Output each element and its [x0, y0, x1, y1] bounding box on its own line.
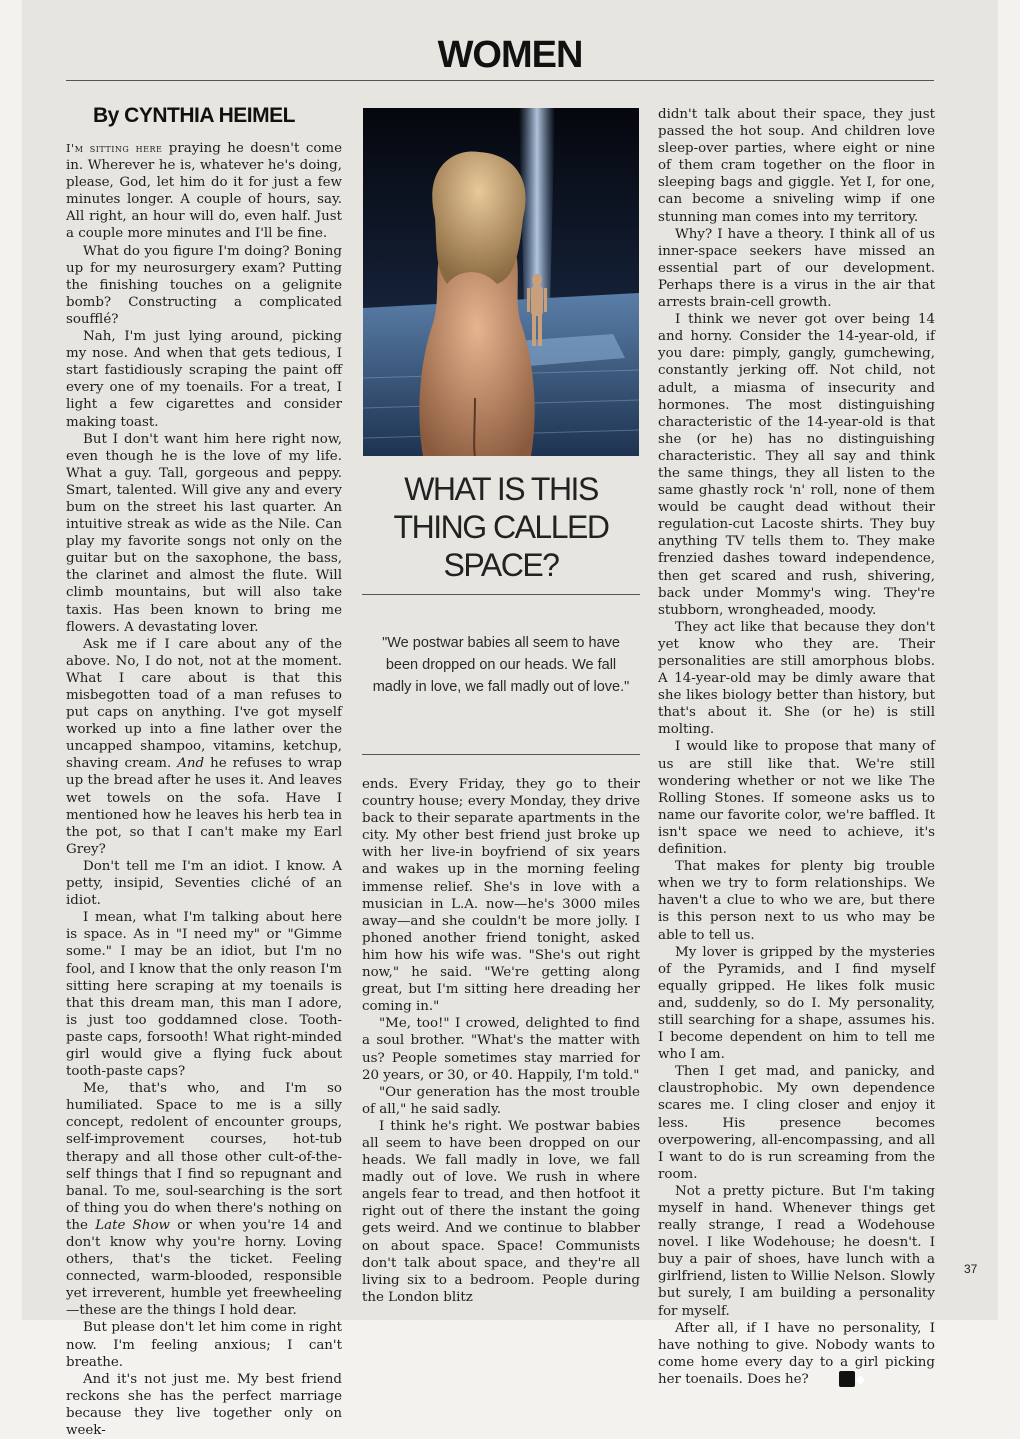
illustration-artwork	[363, 108, 639, 456]
header-rule	[66, 80, 934, 81]
pull-quote-rule-top	[362, 594, 640, 595]
paragraph	[658, 1320, 935, 1388]
paragraph: I mean, what I'm talking about here is space. As in "I need my" or "Gimme some." I may be an idiot, but I'm no fool, and I know that the only reason I'm sitting here scraping at my toenails is that this dream man, this man I adore, is just too goddamned close. Tooth-paste caps, forsooth! What right-minded girl would give a flying fuck about tooth-paste caps?	[66, 910, 342, 1080]
paragraph-text: After all, if I have no personality, I have nothing to give. Nobody wants to come home every day to a girl picking her toenails. Does he?	[658, 1320, 935, 1387]
paragraph: Nah, I'm just lying around, picking my nose. And when that gets tedious, I start fastidiously scraping the paint off every one of my toenails. For a treat, I light a few cigarettes and consider making toast.	[66, 329, 342, 430]
lead-in: I'm sitting here	[66, 141, 163, 155]
paragraph: Not a pretty picture. But I'm taking myself in hand. Whenever things get really strange, I read a Wodehouse novel. I like Wodehouse; he doesn't. I buy a pair of shoes, have lunch with a girlfriend, listen to Willie Nelson. Slowly but surely, I am building a personality for myself.	[658, 1183, 935, 1319]
paragraph: They act like that because they don't yet know who they are. Their personalities are still amorphous blobs. A 14-year-old may be dimly aware that she likes biology better than history, but that's about it. She (or he) is still molting.	[658, 619, 935, 738]
pull-quote-rule-bottom	[362, 754, 640, 755]
article-headline	[362, 470, 640, 584]
paragraph: Don't tell me I'm an idiot. I know. A petty, insipid, Seventies cliché of an idiot.	[66, 858, 342, 909]
headline-line: THING CALLED	[393, 509, 609, 545]
article-illustration	[363, 108, 639, 456]
paragraph: "Our generation has the most trouble of all," he said sadly.	[362, 1084, 640, 1117]
paragraph-text: Ask me if I care about any of the above. No, I do not, not at the moment. What I care about is that this misbegotten toad of a man refuses to put caps on anything. I've got myself worked up into a fine lather over the uncapped shampoo, vitamins, ketchup, shaving cream.	[66, 636, 342, 772]
paragraph	[66, 1080, 342, 1319]
headline-line: WHAT IS THIS	[404, 471, 598, 507]
paragraph: But I don't want him here right now, even though he is the love of my life. What a guy. Tall, gorgeous and peppy. Smart, talented. Will give any and every bum on the street his last quarter. An intuitive streak as wide as the Nile. Can play my favorite songs not only on the guitar but on the saxophone, the bass, the clarinet and almost the flute. Will climb mountains, but will also take taxis. Has been known to bring me flowers. A devastating lover.	[66, 431, 342, 635]
byline: By CYNTHIA HEIMEL	[93, 104, 295, 127]
italic-text: Late Show	[95, 1217, 171, 1233]
paragraph: And it's not just me. My best friend reckons she has the perfect marriage because they live together only on week-	[66, 1371, 342, 1439]
paragraph-text: he refuses to wrap up the bread after he uses it. And leaves wet towels on the sofa. Have I mentioned how he leaves his herb tea in the pot, so that I can't make my Earl Grey?	[66, 756, 342, 857]
section-title: WOMEN	[437, 34, 583, 76]
paragraph: But please don't let him come in right now. I'm feeling anxious; I can't breathe.	[66, 1320, 342, 1370]
paragraph: Then I get mad, and panicky, and claustrophobic. My own dependence scares me. I cling closer and enjoy it less. His presence becomes overpowering, all-encompassing, and all I want to do is run screaming from the room.	[658, 1064, 935, 1182]
paragraph: My lover is gripped by the mysteries of the Pyramids, and I find myself equally gripped. He likes folk music and, suddenly, so do I. My personality, still searching for a shape, assumes his. I become dependent on him to tell me who I am.	[658, 944, 935, 1063]
paragraph-text: praying he doesn't come in. Wherever he is, whatever he's doing, please, God, let him do it for just a few minutes longer. A couple of hours, say. All right, an hour will do, even half. Just a couple more minutes and I'll be fine.	[66, 141, 342, 242]
italic-text: And	[177, 756, 205, 772]
paragraph: What do you figure I'm doing? Boning up for my neurosurgery exam? Putting the finishing touches on a gelignite bomb? Constructing a complicated soufflé?	[66, 243, 342, 327]
paragraph	[66, 140, 342, 243]
playboy-bunny-icon: ◆	[839, 1371, 855, 1387]
paragraph: That makes for plenty big trouble when we try to form relationships. We haven't a clue to who we are, but there is this person next to us who may be able to tell us.	[658, 859, 935, 943]
headline-line: SPACE?	[443, 547, 559, 583]
paragraph: ends. Every Friday, they go to their country house; every Monday, they drive back to their separate apartments in the city. My other best friend just broke up with her live-in boyfriend of six years and wakes up in the morning feeling immense relief. She's in love with a musician in L.A. now—he's 3000 miles away—and she couldn't be more jolly. I phoned another friend tonight, asked him how his wife was. "She's out right now," he said. "We're getting along great, but I'm sitting here dreading her coming in."	[362, 777, 640, 1015]
paragraph	[66, 636, 342, 858]
paragraph: I think we never got over being 14 and horny. Consider the 14-year-old, if you dare: pimply, gangly, gumchewing, constantly jerking off. Not child, not adult, a miasma of insecurity and hormones. The most distinguishing characteristic of the 14-year-old is that she (or he) has no distinguishing characteristic. They all say and think the same things, they all listen to the same ghastly rock 'n' roll, none of them would be caught dead without their regulation-cut Lacoste shirts. They buy anything TV tells them to. They make frenzied dashes toward independence, then get scared and rush, shivering, back under Mommy's wing. They're stubborn, wrongheaded, moody.	[658, 312, 935, 618]
paragraph: didn't talk about their space, they just passed the hot soup. And children love sleep-over parties, where eight or nine of them cram together on the floor in sleeping bags and giggle. Yet I, for one, can become a sniveling wimp if one stunning man comes into my territory.	[658, 107, 935, 225]
article-column-1	[66, 140, 342, 1439]
paragraph: I think he's right. We postwar babies all seem to have been dropped on our heads. We fall madly in love, we fall madly out of love. We rush in where angels fear to tread, and then hotfoot it right out of there the instant the going gets weird. And we continue to blabber on about space. Space! Communists don't talk about space, and they're all living six to a bedroom. People during the London blitz	[362, 1118, 640, 1305]
paragraph-text: or when you're 14 and don't know why you're horny. Loving others, that's the ticket. Feeling connected, warm-blooded, responsible yet irreverent, humble yet freewheeling—these are the things I hold dear.	[66, 1217, 343, 1319]
page-number: 37	[964, 1262, 978, 1276]
paragraph: I would like to propose that many of us are still like that. We're still wondering whether or not we like The Rolling Stones. If someone asks us to name our favorite color, we're baffled. It isn't space we need to achieve, it's definition.	[658, 739, 935, 858]
article-column-2	[362, 776, 640, 1306]
paragraph-text: Me, that's who, and I'm so humiliated. Space to me is a silly concept, redolent of encounter groups, self-improvement courses, hot-tub therapy and all those other cult-of-the-self things that I find so repugnant and banal. To me, soul-searching is the sort of thing you do when there's nothing on the	[66, 1081, 342, 1233]
paragraph: Why? I have a theory. I think all of us inner-space seekers have missed an essential part of our development. Perhaps there is a virus in the air that arrests brain-cell growth.	[658, 226, 935, 311]
paragraph: "Me, too!" I crowed, delighted to find a soul brother. "What's the matter with us? People sometimes stay married for 20 years, or 30, or 40. Happily, I'm told."	[362, 1016, 640, 1083]
article-column-3	[658, 106, 935, 1388]
pull-quote: "We postwar babies all seem to have been dropped on our heads. We fall madly in love, we fall madly out of love."	[372, 635, 630, 695]
